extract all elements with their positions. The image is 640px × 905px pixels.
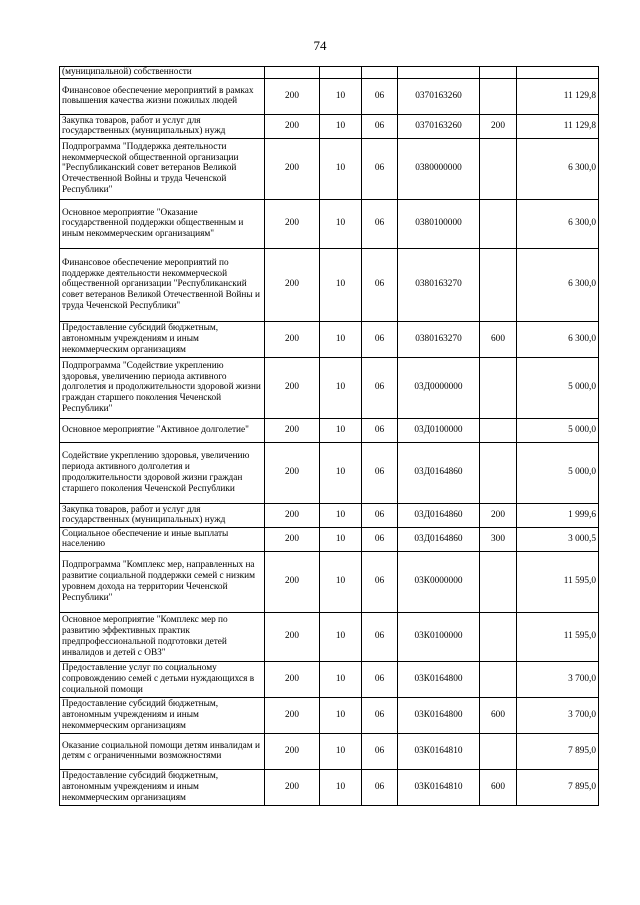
row-subsection-code-cell: 06 — [362, 612, 398, 661]
row-subsection-code-cell: 06 — [362, 697, 398, 733]
table-row — [60, 527, 599, 551]
row-subsection-code-cell: 06 — [362, 503, 398, 527]
page-number: 74 — [313, 38, 327, 53]
row-name-cell: Предоставление услуг по социальному сопровождению семей с детьми нуждающихся в социальной помощи — [60, 661, 265, 697]
row-target-article-cell: 03К0164800 — [398, 697, 480, 733]
row-name-cell: Социальное обеспечение и иные выплаты населению — [60, 527, 265, 551]
row-section-code-cell: 10 — [320, 357, 362, 418]
row-section-code-cell: 10 — [320, 199, 362, 248]
row-ministry-code-cell: 200 — [265, 114, 320, 138]
row-section-code-cell: 10 — [320, 769, 362, 805]
row-ministry-code-cell: 200 — [265, 769, 320, 805]
row-subsection-code-cell: 06 — [362, 733, 398, 769]
row-amount-cell: 6 300,0 — [517, 199, 599, 248]
row-ministry-code-cell: 200 — [265, 78, 320, 114]
row-section-code-cell: 10 — [320, 551, 362, 612]
row-section-code-cell: 10 — [320, 733, 362, 769]
table-row — [60, 551, 599, 612]
row-subsection-code-cell: 06 — [362, 527, 398, 551]
row-section-code-cell: 10 — [320, 503, 362, 527]
row-expense-type-cell: 200 — [480, 503, 517, 527]
table-row — [60, 733, 599, 769]
row-name-cell: Предоставление субсидий бюджетным, автономным учреждениям и иным некоммерческим организациям — [60, 769, 265, 805]
row-ministry-code-cell: 200 — [265, 442, 320, 503]
row-target-article-cell: 0380000000 — [398, 138, 480, 199]
row-ministry-code-cell: 200 — [265, 418, 320, 442]
row-expense-type-cell — [480, 418, 517, 442]
row-subsection-code-cell: 06 — [362, 78, 398, 114]
row-subsection-code-cell: 06 — [362, 551, 398, 612]
row-expense-type-cell — [480, 199, 517, 248]
budget-table — [59, 66, 599, 806]
row-amount-cell: 5 000,0 — [517, 418, 599, 442]
row-amount-cell: 1 999,6 — [517, 503, 599, 527]
row-target-article-cell: 0380100000 — [398, 199, 480, 248]
row-target-article-cell: 0370163260 — [398, 78, 480, 114]
table-row — [60, 199, 599, 248]
row-expense-type-cell: 600 — [480, 697, 517, 733]
row-subsection-code-cell: 06 — [362, 418, 398, 442]
row-subsection-code-cell: 06 — [362, 357, 398, 418]
table-row — [60, 78, 599, 114]
row-expense-type-cell: 600 — [480, 769, 517, 805]
table-row — [60, 138, 599, 199]
row-expense-type-cell — [480, 248, 517, 321]
row-section-code-cell: 10 — [320, 418, 362, 442]
row-target-article-cell: 03К0000000 — [398, 551, 480, 612]
row-amount-cell: 3 700,0 — [517, 661, 599, 697]
row-name-cell: Основное мероприятие "Активное долголетие" — [60, 418, 265, 442]
row-ministry-code-cell: 200 — [265, 138, 320, 199]
row-name-cell: Основное мероприятие "Оказание государственной поддержки общественным и иным некоммерческим организациям" — [60, 199, 265, 248]
row-ministry-code-cell: 200 — [265, 199, 320, 248]
row-target-article-cell: 03К0164810 — [398, 769, 480, 805]
row-ministry-code-cell: 200 — [265, 697, 320, 733]
row-subsection-code-cell: 06 — [362, 661, 398, 697]
row-amount-cell: 7 895,0 — [517, 733, 599, 769]
row-ministry-code-cell: 200 — [265, 527, 320, 551]
row-ministry-code-cell — [265, 67, 320, 79]
row-section-code-cell: 10 — [320, 248, 362, 321]
row-expense-type-cell — [480, 67, 517, 79]
row-subsection-code-cell: 06 — [362, 248, 398, 321]
row-target-article-cell — [398, 67, 480, 79]
row-name-cell: Подпрограмма "Комплекс мер, направленных на развитие социальной поддержки семей с низким уровнем дохода на территории Чеченской Республики" — [60, 551, 265, 612]
row-target-article-cell: 03Д0164860 — [398, 503, 480, 527]
row-ministry-code-cell: 200 — [265, 733, 320, 769]
row-section-code-cell: 10 — [320, 612, 362, 661]
row-name-cell: Основное мероприятие "Комплекс мер по развитию эффективных практик предпрофессиональной подготовки детей инвалидов и детей с ОВЗ" — [60, 612, 265, 661]
row-name-cell: Подпрограмма "Поддержка деятельности некоммерческой общественной организации "Республиканский совет ветеранов Великой Отечественной Войны и труда Чеченской Республики" — [60, 138, 265, 199]
row-amount-cell: 6 300,0 — [517, 138, 599, 199]
row-amount-cell: 6 300,0 — [517, 248, 599, 321]
table-row — [60, 67, 599, 79]
row-expense-type-cell — [480, 78, 517, 114]
row-target-article-cell: 03К0100000 — [398, 612, 480, 661]
row-name-cell: Предоставление субсидий бюджетным, автономным учреждениям и иным некоммерческим организациям — [60, 321, 265, 357]
table-row — [60, 769, 599, 805]
row-section-code-cell: 10 — [320, 442, 362, 503]
row-amount-cell: 5 000,0 — [517, 357, 599, 418]
row-name-cell: Подпрограмма "Содействие укреплению здоровья, увеличению периода активного долголетия и продолжительности здоровой жизни граждан старшего поколения Чеченской Республики" — [60, 357, 265, 418]
row-section-code-cell: 10 — [320, 527, 362, 551]
row-ministry-code-cell: 200 — [265, 357, 320, 418]
row-name-cell: Содействие укреплению здоровья, увеличению периода активного долголетия и продолжительности здоровой жизни граждан старшего поколения Чеченской Республики — [60, 442, 265, 503]
row-name-cell: Оказание социальной помощи детям инвалидам и детям с ограниченными возможностями — [60, 733, 265, 769]
row-expense-type-cell: 600 — [480, 321, 517, 357]
row-section-code-cell: 10 — [320, 661, 362, 697]
row-name-cell: Финансовое обеспечение мероприятий в рамках повышения качества жизни пожилых людей — [60, 78, 265, 114]
row-amount-cell: 11 129,8 — [517, 78, 599, 114]
table-row — [60, 697, 599, 733]
table-row — [60, 248, 599, 321]
table-row — [60, 503, 599, 527]
row-expense-type-cell — [480, 442, 517, 503]
row-expense-type-cell: 200 — [480, 114, 517, 138]
row-subsection-code-cell: 06 — [362, 114, 398, 138]
row-amount-cell: 11 129,8 — [517, 114, 599, 138]
table-body — [60, 67, 599, 806]
row-expense-type-cell — [480, 138, 517, 199]
row-ministry-code-cell: 200 — [265, 248, 320, 321]
row-section-code-cell: 10 — [320, 321, 362, 357]
row-name-cell: Закупка товаров, работ и услуг для государственных (муниципальных) нужд — [60, 114, 265, 138]
row-amount-cell: 3 000,5 — [517, 527, 599, 551]
row-subsection-code-cell: 06 — [362, 199, 398, 248]
row-expense-type-cell — [480, 612, 517, 661]
row-target-article-cell: 03Д0164860 — [398, 442, 480, 503]
row-expense-type-cell — [480, 733, 517, 769]
row-amount-cell: 11 595,0 — [517, 551, 599, 612]
table-row — [60, 418, 599, 442]
row-target-article-cell: 0380163270 — [398, 248, 480, 321]
table-row — [60, 661, 599, 697]
row-ministry-code-cell: 200 — [265, 551, 320, 612]
table-row — [60, 612, 599, 661]
row-name-cell: Финансовое обеспечение мероприятий по поддержке деятельности некоммерческой общественной организации "Республиканский совет ветеранов Великой Отечественной Войны и труда Чеченской Республики" — [60, 248, 265, 321]
row-subsection-code-cell: 06 — [362, 138, 398, 199]
row-expense-type-cell — [480, 551, 517, 612]
row-amount-cell: 5 000,0 — [517, 442, 599, 503]
row-amount-cell — [517, 67, 599, 79]
row-ministry-code-cell: 200 — [265, 503, 320, 527]
row-name-cell: (муниципальной) собственности — [60, 67, 265, 79]
row-expense-type-cell: 300 — [480, 527, 517, 551]
row-ministry-code-cell: 200 — [265, 612, 320, 661]
table-row — [60, 442, 599, 503]
table-row — [60, 114, 599, 138]
row-amount-cell: 6 300,0 — [517, 321, 599, 357]
row-subsection-code-cell: 06 — [362, 769, 398, 805]
row-ministry-code-cell: 200 — [265, 321, 320, 357]
row-amount-cell: 11 595,0 — [517, 612, 599, 661]
row-subsection-code-cell: 06 — [362, 442, 398, 503]
row-amount-cell: 3 700,0 — [517, 697, 599, 733]
row-subsection-code-cell — [362, 67, 398, 79]
row-section-code-cell: 10 — [320, 697, 362, 733]
row-target-article-cell: 03Д0100000 — [398, 418, 480, 442]
row-amount-cell: 7 895,0 — [517, 769, 599, 805]
table-row — [60, 321, 599, 357]
row-name-cell: Закупка товаров, работ и услуг для государственных (муниципальных) нужд — [60, 503, 265, 527]
row-target-article-cell: 03Д0000000 — [398, 357, 480, 418]
row-target-article-cell: 03Д0164860 — [398, 527, 480, 551]
row-expense-type-cell — [480, 357, 517, 418]
row-target-article-cell: 0370163260 — [398, 114, 480, 138]
row-section-code-cell — [320, 67, 362, 79]
row-expense-type-cell — [480, 661, 517, 697]
table-row — [60, 357, 599, 418]
row-ministry-code-cell: 200 — [265, 661, 320, 697]
row-section-code-cell: 10 — [320, 78, 362, 114]
row-target-article-cell: 0380163270 — [398, 321, 480, 357]
row-target-article-cell: 03К0164800 — [398, 661, 480, 697]
row-name-cell: Предоставление субсидий бюджетным, автономным учреждениям и иным некоммерческим организациям — [60, 697, 265, 733]
row-section-code-cell: 10 — [320, 138, 362, 199]
row-subsection-code-cell: 06 — [362, 321, 398, 357]
row-section-code-cell: 10 — [320, 114, 362, 138]
row-target-article-cell: 03К0164810 — [398, 733, 480, 769]
